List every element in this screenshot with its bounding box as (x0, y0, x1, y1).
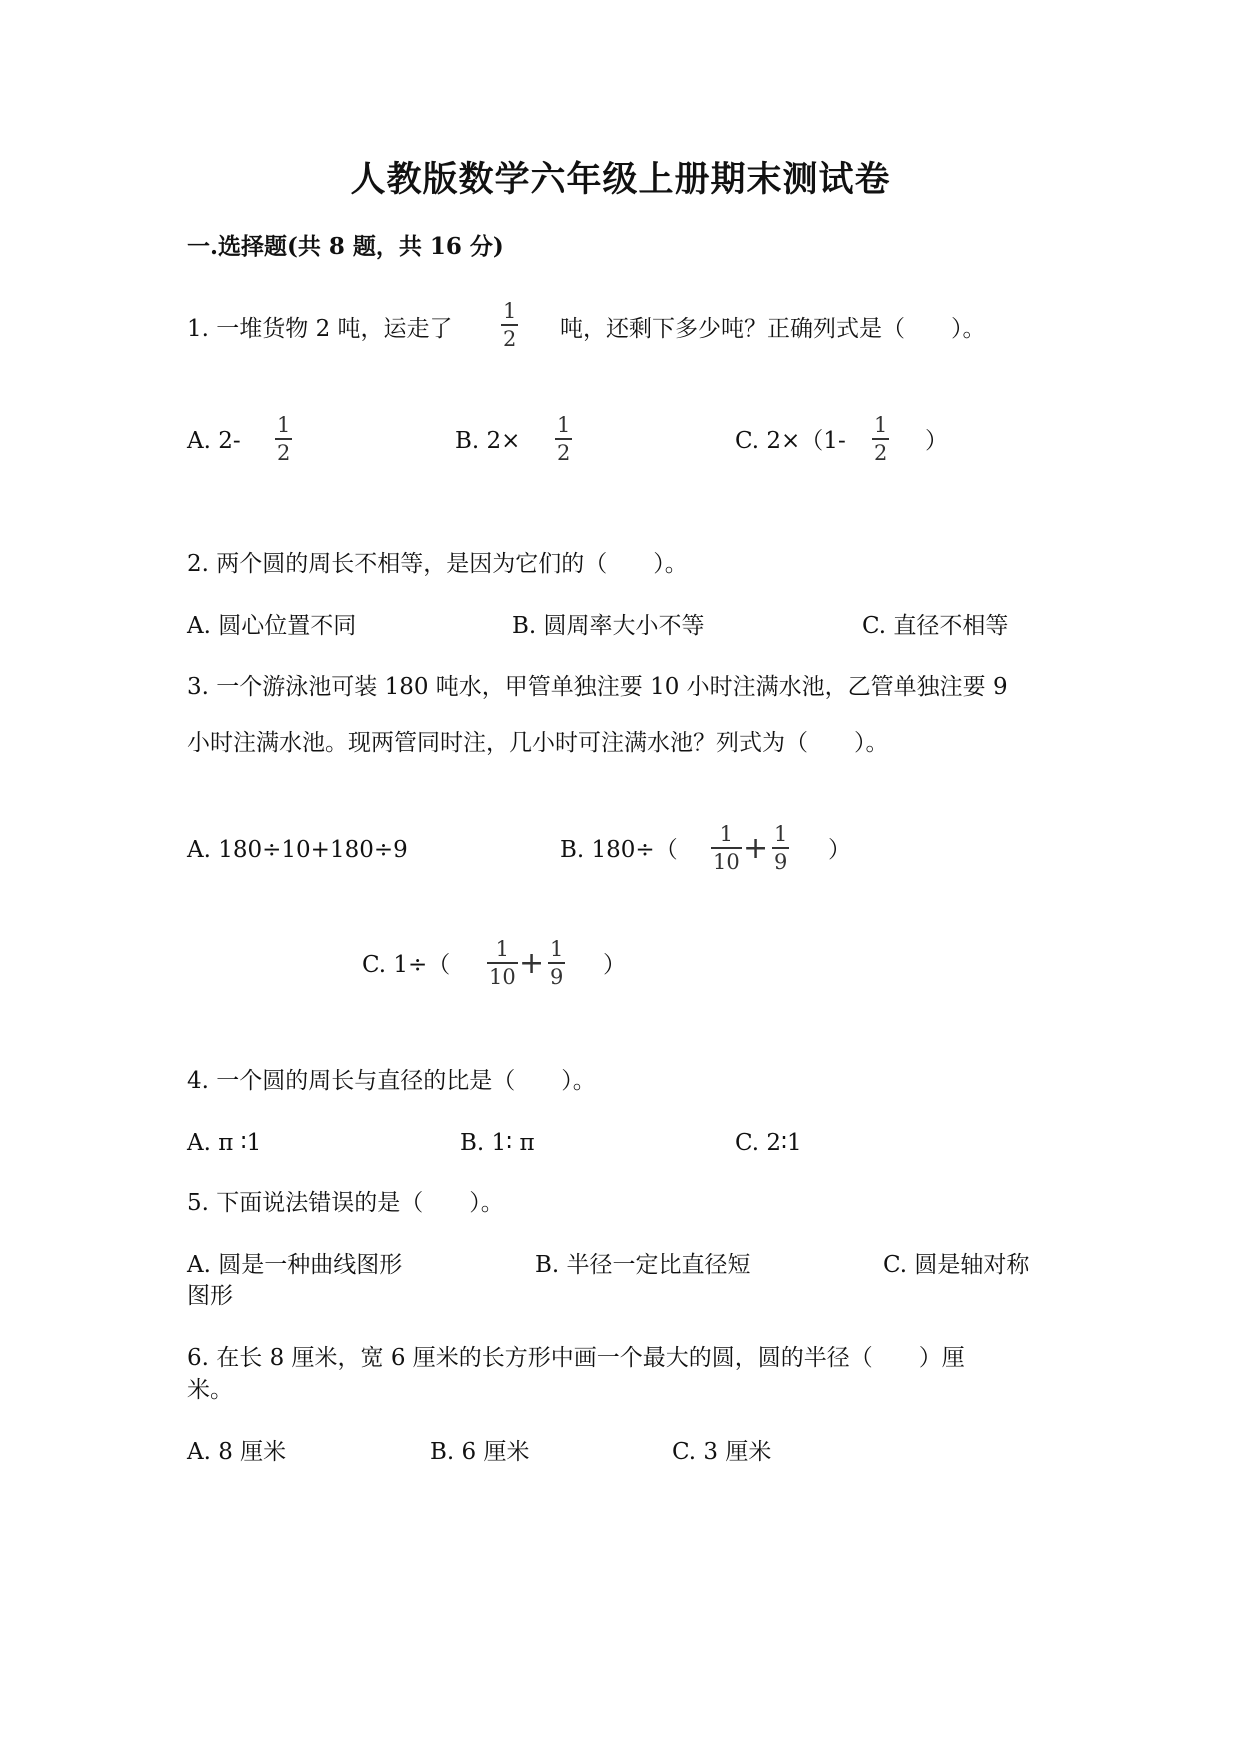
fraction-bar (555, 438, 572, 440)
question-3-option-b-close: ） (828, 837, 851, 863)
question-1-option-c-close: ） (925, 428, 948, 454)
question-3-option-b-fraction-1 (711, 823, 742, 873)
fraction-denominator: 10 (713, 849, 740, 874)
fraction-numerator: 1 (774, 822, 788, 846)
question-5-option-c-wrap: 图形 (187, 1283, 233, 1309)
question-1-option-b-fraction (555, 414, 572, 464)
question-4-option-a: A. π ∶1 (187, 1130, 262, 1156)
fraction-bar (501, 324, 518, 326)
question-3-option-a: A. 180÷10+180÷9 (187, 837, 408, 863)
question-3-stem-line-1: 3. 一个游泳池可装 180 吨水，甲管单独注要 10 小时注满水池，乙管单独注要 9 (187, 674, 1008, 700)
fraction-bar (548, 962, 565, 964)
plus-sign: + (519, 946, 545, 981)
question-3-option-b: B. 180÷（ (560, 837, 678, 863)
fraction-bar (487, 962, 518, 964)
fraction-numerator: 1 (550, 937, 564, 961)
question-3-stem-line-2: 小时注满水池。现两管同时注，几小时可注满水池？列式为（ ）。 (187, 730, 889, 756)
question-5-option-b: B. 半径一定比直径短 (535, 1252, 751, 1278)
fraction-denominator: 9 (550, 964, 564, 989)
question-2-stem: 2. 两个圆的周长不相等，是因为它们的（ ）。 (187, 551, 688, 577)
question-2-option-a: A. 圆心位置不同 (187, 613, 357, 639)
question-5-option-c: C. 圆是轴对称 (883, 1252, 1030, 1278)
fraction-bar (711, 847, 742, 849)
question-3-option-c: C. 1÷（ (362, 952, 451, 978)
fraction-numerator: 1 (719, 822, 734, 846)
question-6-stem-line-2: 米。 (187, 1377, 233, 1403)
question-3-option-b-fraction-2 (772, 823, 789, 873)
question-4-option-c: C. 2∶1 (735, 1130, 802, 1156)
fraction-denominator: 2 (557, 440, 571, 465)
question-6-option-b: B. 6 厘米 (430, 1439, 530, 1465)
fraction-denominator: 2 (277, 440, 291, 465)
question-1-stem-end: 吨，还剩下多少吨？正确列式是（ ）。 (560, 316, 986, 342)
fraction-numerator: 1 (503, 299, 517, 323)
question-1-option-c-fraction (872, 414, 889, 464)
question-3-option-c-close: ） (603, 952, 626, 978)
question-4-option-b: B. 1∶ π (460, 1130, 535, 1156)
question-6-option-a: A. 8 厘米 (187, 1439, 287, 1465)
plus-sign: + (743, 831, 769, 866)
fraction-numerator: 1 (557, 413, 571, 437)
question-1-stem: 1. 一堆货物 2 吨，运走了 (187, 316, 453, 342)
fraction-denominator: 2 (874, 440, 888, 465)
question-2-option-c: C. 直径不相等 (862, 613, 1009, 639)
question-1-fraction (501, 300, 518, 350)
question-5-stem: 5. 下面说法错误的是（ ）。 (187, 1190, 504, 1216)
fraction-denominator: 9 (774, 849, 788, 874)
question-1-option-a: A. 2- (187, 428, 241, 454)
fraction-bar (772, 847, 789, 849)
question-5-option-a: A. 圆是一种曲线图形 (187, 1252, 403, 1278)
question-3-option-c-fraction-2 (548, 938, 565, 988)
question-1-option-a-fraction (275, 414, 292, 464)
fraction-denominator: 2 (503, 326, 517, 351)
question-3-option-c-fraction-1 (487, 938, 518, 988)
fraction-numerator: 1 (277, 413, 291, 437)
question-4-stem: 4. 一个圆的周长与直径的比是（ ）。 (187, 1068, 596, 1094)
question-6-option-c: C. 3 厘米 (672, 1439, 772, 1465)
question-2-option-b: B. 圆周率大小不等 (512, 613, 705, 639)
fraction-bar (872, 438, 889, 440)
fraction-numerator: 1 (495, 937, 510, 961)
fraction-bar (275, 438, 292, 440)
question-6-stem-line-1: 6. 在长 8 厘米，宽 6 厘米的长方形中画一个最大的圆，圆的半径（ ）厘 (187, 1345, 965, 1371)
fraction-numerator: 1 (874, 413, 888, 437)
page-title: 人教版数学六年级上册期末测试卷 (350, 159, 891, 200)
question-1-option-c: C. 2×（1- (735, 428, 846, 454)
fraction-denominator: 10 (489, 964, 516, 989)
section-heading: 一.选择题(共 8 题，共 16 分) (187, 233, 504, 260)
question-1-option-b: B. 2× (455, 428, 521, 454)
